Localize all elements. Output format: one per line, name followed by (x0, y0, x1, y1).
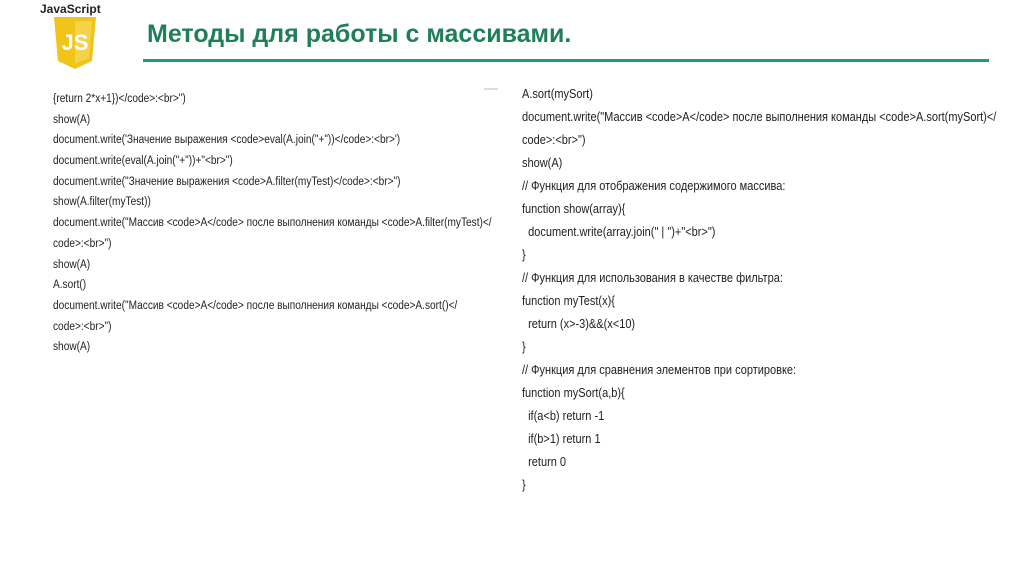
code-line: // Функция для отображения содержимого массива: (522, 179, 786, 193)
title-divider (143, 59, 989, 62)
code-line: if(a<b) return -1 (522, 409, 605, 423)
code-line: } (522, 340, 526, 354)
code-line: document.write(eval(A.join("+"))+"<br>") (53, 155, 233, 168)
code-line: show(A) (53, 341, 91, 354)
code-line: } (522, 478, 526, 492)
page-title: Методы для работы с массивами. (147, 20, 572, 48)
code-line: document.write(array.join(" | ")+"<br>") (522, 225, 716, 239)
code-line: function mySort(a,b){ (522, 386, 625, 400)
code-line: show(A) (53, 113, 91, 126)
code-line: // Функция для использования в качестве фильтра: (522, 271, 783, 285)
code-line: A.sort(mySort) (522, 87, 593, 101)
code-line: code>:<br>") (53, 320, 112, 333)
code-line: code>:<br>") (53, 237, 112, 250)
code-line: show(A) (53, 258, 91, 271)
code-line: if(b>1) return 1 (522, 432, 601, 446)
code-line: code>:<br>") (522, 133, 586, 147)
code-line: document.write("Массив <code>A</code> после выполнения команды <code>A.filter(myTest)</ (53, 217, 492, 230)
code-line: // Функция для сравнения элементов при сортировке: (522, 363, 797, 377)
code-block-right (522, 83, 996, 497)
code-block-left (53, 89, 492, 358)
code-line: {return 2*x+1})</code>:<br>") (53, 93, 186, 105)
code-line: document.write("Массив <code>A</code> после выполнения команды <code>A.sort()</ (53, 299, 458, 312)
code-line: document.write('Значение выражения <code>eval(A.join("+"))</code>:<br>') (53, 134, 401, 147)
code-line: show(A) (522, 156, 563, 170)
logo-text: JS (61, 30, 89, 55)
code-line: A.sort() (53, 279, 87, 292)
code-line: document.write("Значение выражения <code>A.filter(myTest)</code>:<br>") (53, 175, 401, 188)
code-line: document.write("Массив <code>A</code> после выполнения команды <code>A.sort(mySort)</ (522, 110, 997, 124)
javascript-logo-icon (52, 17, 98, 69)
code-line: show(A.filter(myTest)) (53, 196, 151, 209)
code-line: return 0 (522, 455, 567, 469)
code-line: return (x>-3)&&(x<10) (522, 317, 636, 331)
code-line: function show(array){ (522, 202, 626, 216)
brand-label: JavaScript (40, 2, 101, 16)
code-line: } (522, 248, 526, 262)
code-line: function myTest(x){ (522, 294, 615, 308)
